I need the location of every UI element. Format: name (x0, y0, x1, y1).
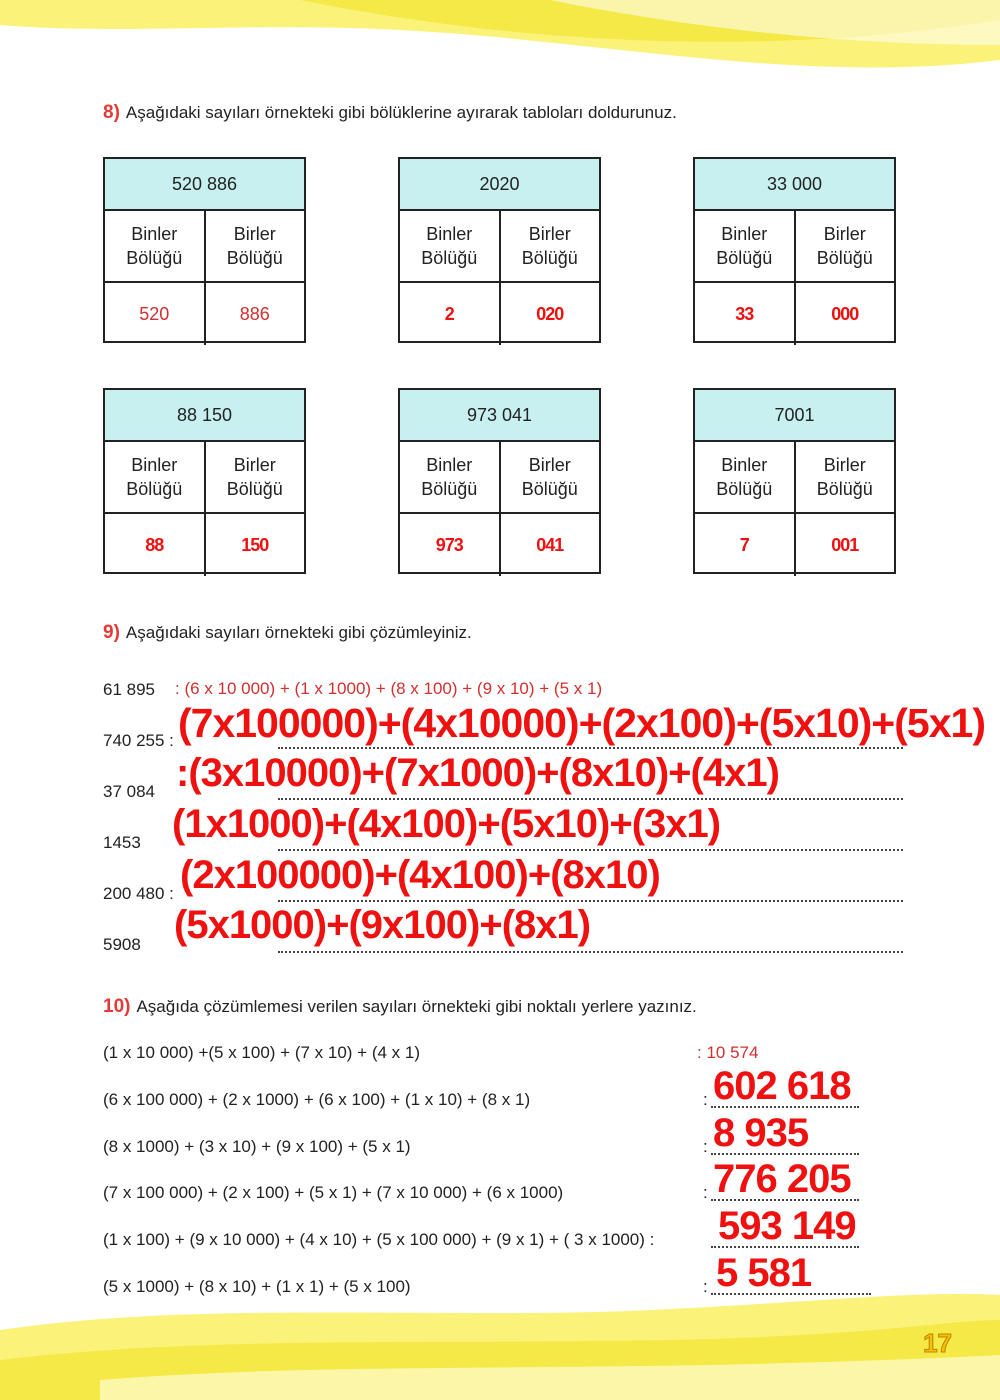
division-table (103, 388, 306, 574)
expression: (6 x 100 000) + (2 x 1000) + (6 x 100) + (1 x 10) + (8 x 1) (103, 1090, 531, 1109)
birler-label: Birler Bölüğü (226, 455, 283, 499)
dotted-line (278, 951, 903, 953)
birler-label: Birler Bölüğü (226, 224, 283, 268)
binler-answer[interactable]: 7 (695, 514, 796, 576)
binler-label: Binler Bölüğü (105, 211, 206, 281)
handwritten-answer[interactable]: 5 581 (716, 1251, 812, 1295)
binler-answer: 520 (105, 283, 206, 345)
number-label: 200 480 : (103, 884, 174, 903)
division-table (103, 157, 306, 343)
expression: (1 x 100) + (9 x 10 000) + (4 x 10) + (5 x 100 000) + (9 x 1) + ( 3 x 1000) : (103, 1230, 655, 1249)
binler-label: Binler Bölüğü (400, 211, 501, 281)
table-header: 88 150 (105, 390, 304, 442)
number-label: 1453 (103, 833, 141, 852)
handwritten-answer[interactable]: (2x100000)+(4x100)+(8x10) (180, 853, 660, 897)
handwritten-answer[interactable]: 593 149 (718, 1204, 856, 1248)
dotted-line (278, 798, 903, 800)
binler-label: Binler Bölüğü (695, 442, 796, 512)
example-row (103, 670, 903, 700)
birler-answer[interactable]: 001 (831, 535, 859, 555)
handwritten-answer[interactable]: (5x1000)+(9x100)+(8x1) (174, 903, 591, 947)
number-label: 740 255 : (103, 731, 174, 750)
handwritten-answer[interactable]: (7x100000)+(4x10000)+(2x100)+(5x10)+(5x1) (178, 700, 985, 746)
table-header: 2020 (400, 159, 599, 211)
question-number: 9) (103, 622, 120, 643)
binler-label: Binler Bölüğü (105, 442, 206, 512)
question-10 (103, 996, 697, 1018)
question-number: 10) (103, 996, 131, 1017)
expression: (1 x 10 000) +(5 x 100) + (7 x 10) + (4 x 1) (103, 1043, 421, 1062)
birler-label: Birler Bölüğü (816, 455, 873, 499)
handwritten-answer[interactable]: :(3x10000)+(7x1000)+(8x10)+(4x1) (176, 751, 779, 795)
birler-answer[interactable]: 000 (831, 304, 859, 324)
colon: : (703, 1183, 708, 1202)
dotted-line (278, 747, 903, 749)
table-header: 520 886 (105, 159, 304, 211)
binler-answer[interactable]: 973 (400, 514, 501, 576)
expression: (7 x 100 000) + (2 x 100) + (5 x 1) + (7 x 10 000) + (6 x 1000) (103, 1183, 564, 1202)
number-label: 61 895 (103, 680, 155, 699)
bottom-decoration (0, 1290, 1000, 1400)
birler-label: Birler Bölüğü (521, 455, 578, 499)
birler-answer[interactable]: 041 (536, 535, 564, 555)
division-table (398, 388, 601, 574)
colon: : (703, 1277, 708, 1296)
division-table (398, 157, 601, 343)
colon: : (703, 1137, 708, 1156)
question-9 (103, 622, 472, 644)
top-decoration (0, 0, 1000, 95)
binler-answer[interactable]: 33 (695, 283, 796, 345)
example-answer: : (6 x 10 000) + (1 x 1000) + (8 x 100) + (9 x 10) + (5 x 1) (175, 679, 603, 698)
binler-answer[interactable]: 88 (105, 514, 206, 576)
question-text: Aşağıdaki sayıları örnekteki gibi bölüklerine ayırarak tabloları doldurunuz. (125, 103, 677, 122)
table-header: 973 041 (400, 390, 599, 442)
question-text: Aşağıdaki sayıları örnekteki gibi çözümleyiniz. (125, 623, 472, 642)
handwritten-answer[interactable]: 8 935 (713, 1111, 809, 1155)
dotted-line (278, 900, 903, 902)
example-answer: : 10 574 (697, 1043, 759, 1062)
birler-label: Birler Bölüğü (521, 224, 578, 268)
division-table (693, 157, 896, 343)
table-header: 33 000 (695, 159, 894, 211)
question-text: Aşağıda çözümlemesi verilen sayıları örnekteki gibi noktalı yerlere yazınız. (136, 997, 697, 1016)
handwritten-answer[interactable]: 776 205 (713, 1157, 851, 1201)
question-number: 8) (103, 102, 120, 123)
page-number: 17 (923, 1328, 952, 1358)
birler-answer[interactable]: 020 (536, 304, 564, 324)
birler-answer[interactable]: 150 (241, 535, 269, 555)
birler-label: Birler Bölüğü (816, 224, 873, 268)
handwritten-answer[interactable]: 602 618 (713, 1064, 851, 1108)
number-label: 5908 (103, 935, 141, 954)
dotted-line (278, 849, 903, 851)
colon: : (703, 1090, 708, 1109)
question-8 (103, 102, 677, 124)
binler-label: Binler Bölüğü (695, 211, 796, 281)
expression: (8 x 1000) + (3 x 10) + (9 x 100) + (5 x 1) (103, 1137, 411, 1156)
expression: (5 x 1000) + (8 x 10) + (1 x 1) + (5 x 100) (103, 1277, 411, 1296)
binler-label: Binler Bölüğü (400, 442, 501, 512)
birler-answer: 886 (239, 304, 270, 324)
binler-answer[interactable]: 2 (400, 283, 501, 345)
division-table (693, 388, 896, 574)
table-header: 7001 (695, 390, 894, 442)
number-label: 37 084 (103, 782, 155, 801)
handwritten-answer[interactable]: (1x1000)+(4x100)+(5x10)+(3x1) (172, 802, 721, 846)
